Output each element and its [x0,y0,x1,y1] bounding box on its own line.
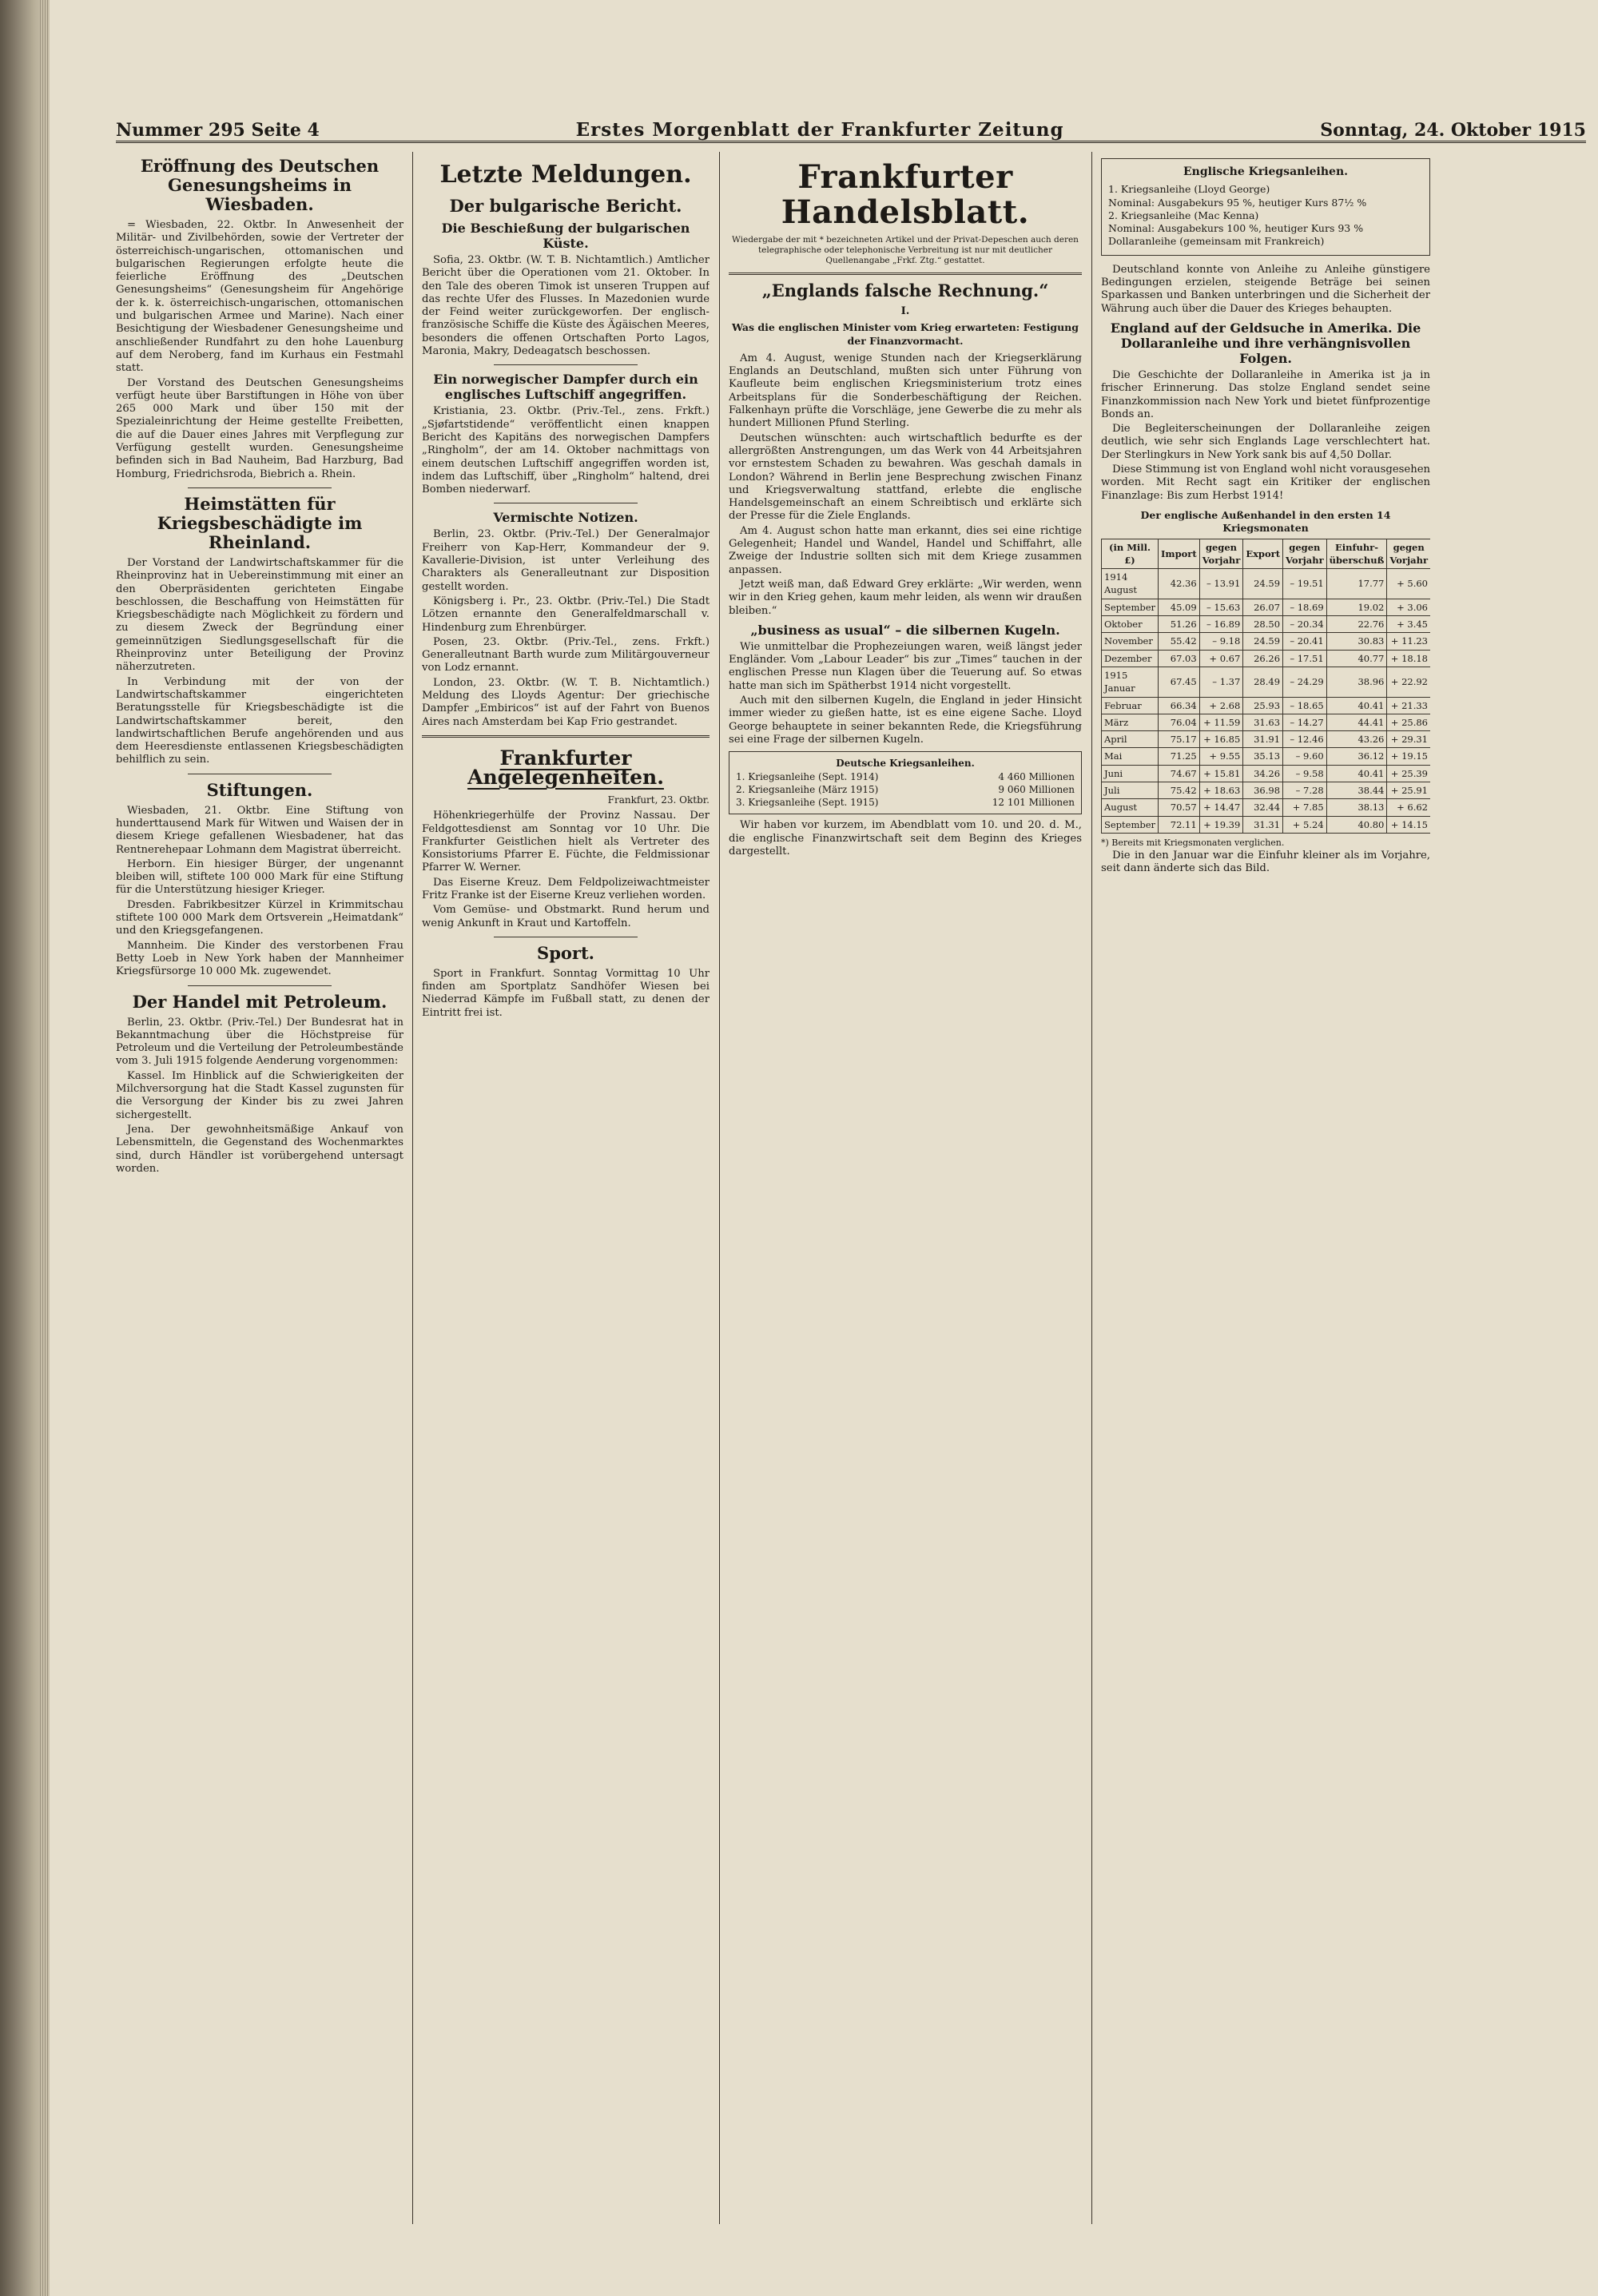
table-cell: + 3.45 [1387,616,1430,633]
table-cell: 38.13 [1326,799,1387,816]
table-cell: + 6.62 [1387,799,1430,816]
part-number: I. [900,305,910,317]
table-header-cell: gegen Vorjahr [1199,539,1243,569]
bond-box-title: Deutsche Kriegsanleihen. [836,758,975,770]
table-cell: Oktober [1102,616,1159,633]
dateline: Frankfurt, 23. Oktbr. [607,794,710,806]
table-cell: 74.67 [1159,765,1200,782]
table-row [1102,667,1431,697]
table-row [1102,714,1431,730]
table-cell: 75.42 [1159,782,1200,798]
table-cell: + 0.67 [1199,650,1243,667]
table-header-cell: Import [1159,539,1200,569]
table-cell: März [1102,714,1159,730]
table-cell: 71.25 [1159,748,1200,765]
table-cell: 35.13 [1243,748,1283,765]
box-line: Dollaranleihe (gemeinsam mit Frankreich) [1108,235,1325,248]
article-paragraph: Mannheim. Die Kinder des verstorbenen Frau Betty Loeb in New York haben der Mannheimer Kriegsfürsorge 10 000 Mk. zugewendet. [116,939,403,978]
table-cell: 67.03 [1159,650,1200,667]
table-footnote: *) Bereits mit Kriegsmonaten verglichen. [1101,837,1285,848]
table-cell: – 9.58 [1283,765,1327,782]
column-rule [719,152,720,2224]
table-row [1102,748,1431,765]
section-masthead: Frankfurter Handelsblatt. [781,158,1030,231]
table-cell: 36.98 [1243,782,1283,798]
article-headline: Der Handel mit Petroleum. [132,991,388,1012]
article-paragraph: Kassel. Im Hinblick auf die Schwierigkeiten der Milchversorgung hat die Stadt Kassel zugunsten für die Versorgung der Kinder bis zu zwei Jahren sichergestellt. [116,1069,403,1121]
table-row [1102,616,1431,633]
bond-row: 3. Kriegsanleihe (Sept. 1915) 12 101 Millionen [736,797,1075,809]
table-cell: + 25.39 [1387,765,1430,782]
article-paragraph: Das Eiserne Kreuz. Dem Feldpolizeiwachtmeister Fritz Franke ist der Eiserne Kreuz verliehen worden. [422,876,710,901]
table-cell: September [1102,599,1159,615]
newspaper-title: Erstes Morgenblatt der Frankfurter Zeitung [575,119,1064,141]
table-cell: – 16.89 [1199,616,1243,633]
table-cell: – 18.65 [1283,697,1327,714]
bond-row: 2. Kriegsanleihe (März 1915) 9 060 Millionen [736,783,1075,795]
table-cell: 26.26 [1243,650,1283,667]
table-cell: + 14.47 [1199,799,1243,816]
table-cell: + 9.55 [1199,748,1243,765]
table-cell: + 18.18 [1387,650,1430,667]
table-cell: – 17.51 [1283,650,1327,667]
table-cell: 1915 Januar [1102,667,1159,697]
table-cell: – 14.27 [1283,714,1327,730]
table-cell: 76.04 [1159,714,1200,730]
article-paragraph: Deutschen wünschten: auch wirtschaftlich bedurfte es der allergrößten Anstrengungen, um das Werk von 44 Arbeitsjahren vor ernstestem Schaden zu bewahren. Was geschah damals in London? Während in Berlin jene Besprechung zwischen Finanz und Kriegsverwaltung stattfand, erlebte die englische Handelsgemeinschaft an einem Schreibtisch und erklärte sich der Presse für die Ziele Englands. [729,432,1082,523]
table-cell: 31.31 [1243,816,1283,833]
article-paragraph: Höhenkriegerhülfe der Provinz Nassau. Der Feldgottesdienst am Sonntag vor 10 Uhr. Die Frankfurter Geistlichen hielt als Vertreter des Konsistoriums Pfarrer E. Füchte, die Feldmissionar Pfarrer W. Werner. [422,810,710,874]
table-row [1102,816,1431,833]
table-row [1102,782,1431,798]
table-cell: + 5.60 [1387,569,1430,599]
article-subheadline: Ein norwegischer Dampfer durch ein englisches Luftschiff angegriffen. [433,372,698,403]
table-cell: 51.26 [1159,616,1200,633]
article-paragraph: Posen, 23. Oktbr. (Priv.-Tel., zens. Frkft.) Generalleutnant Barth wurde zum Militärgouverneur von Lodz ernannt. [422,635,710,674]
table-cell: 31.91 [1243,731,1283,748]
article-paragraph: Jetzt weiß man, daß Edward Grey erklärte: „Wir werden, wenn wir in den Krieg gehen, kaum mehr leiden, als wenn wir draußen bleiben.“ [729,578,1082,617]
table-cell: 28.49 [1243,667,1283,697]
article-paragraph: London, 23. Oktbr. (W. T. B. Nichtamtlich.) Meldung des Lloyds Agentur: Der griechische Dampfer „Embiricos“ ist auf der Fahrt von Buenos Aires nach Amsterdam bei Kap Frio gestrandet. [422,676,710,728]
table-cell: 30.83 [1326,633,1387,650]
table-cell: 67.45 [1159,667,1200,697]
article-paragraph: Am 4. August, wenige Stunden nach der Kriegserklärung Englands an Deutschland, mußten sich unter Führung von Kaufleute beim englischen Kriegsministerium trotz eines Arbeitsplans für die Sonderbeschäftigung der Reichen. Falkenhayn prüfte die Vorschläge, jene Gewerbe die zu mehr als hundert Millionen Pfund Sterling. [729,352,1082,430]
column-3 [729,152,1082,2232]
table-cell: 72.11 [1159,816,1200,833]
bond-info-box [1101,158,1430,256]
article-paragraph: Kristiania, 23. Oktbr. (Priv.-Tel., zens. Frkft.) „Sjøfartstidende“ veröffentlicht einen knappen Bericht des Kapitäns des norwegischen Dampfers „Ringholm“, der am 14. Oktober nachmittags von einem deutschen Luftschiff angegriffen worden ist, indem das Luftschiff, über „Ringholm“ haltend, drei Bomben niederwarf. [422,405,710,496]
divider [494,364,638,365]
table-cell: 42.36 [1159,569,1200,599]
column-rule [412,152,413,2224]
article-paragraph: Auch mit den silbernen Kugeln, die England in jeder Hinsicht immer wieder zu gießen hatte, ist es eine eigene Sache. Lloyd George behauptete in seiner bekannten Rede, die Kriegsführung sei eine Frage der silbernen Kugeln. [729,694,1082,746]
table-cell: 55.42 [1159,633,1200,650]
reprint-note: Wiedergabe der mit * bezeichneten Artikel und der Privat-Depeschen auch deren telegraphische oder telephonische Verbreitung ist nur mit deutlicher Quellenangabe „Frkf. Ztg.“ gestattet. [732,235,1079,265]
article-paragraph: Herborn. Ein hiesiger Bürger, der ungenannt bleiben will, stiftete 100 000 Mark für eine Stiftung für die Unterstützung hiesiger Krieger. [116,858,403,897]
table-cell: 31.63 [1243,714,1283,730]
article-paragraph: In Verbindung mit der von der Landwirtschaftskammer eingerichteten Beratungsstelle für Kriegsbeschädigte ist die Landwirtschaftskammer bereit, den landwirtschaftlichen Berufe angehörenden und aus dem Heeresdienste entlassenen Kriegsbeschädigten behilflich zu sein. [116,675,403,766]
article-subheadline: Was die englischen Minister vom Krieg erwarteten: Festigung der Finanzvormacht. [731,321,1079,347]
table-header-cell: gegen Vorjahr [1387,539,1430,569]
table-cell: – 15.63 [1199,599,1243,615]
table-cell: – 12.46 [1283,731,1327,748]
table-header-cell: gegen Vorjahr [1283,539,1327,569]
article-paragraph: Die Geschichte der Dollaranleihe in Amerika ist ja in frischer Erinnerung. Das stolze England sendet seine Finanzkommission nach New York und bietet fünfprozentige Bonds an. [1101,368,1430,420]
table-cell: + 25.86 [1387,714,1430,730]
article-paragraph: Die Begleiterscheinungen der Dollaranleihe zeigen deutlich, wie sehr sich Englands Lage verschlechtert hat. Der Sterlingkurs in New York sank bis auf 4,50 Dollar. [1101,423,1430,461]
table-cell: – 13.91 [1199,569,1243,599]
table-cell: + 29.31 [1387,731,1430,748]
table-cell: 44.41 [1326,714,1387,730]
table-header-cell: (in Mill. £) [1102,539,1159,569]
war-bonds-box [729,751,1082,814]
table-row [1102,731,1431,748]
table-cell: + 25.91 [1387,782,1430,798]
issue-date: Sonntag, 24. Oktober 1915 [1320,120,1586,141]
table-cell: – 20.41 [1283,633,1327,650]
table-cell: 28.50 [1243,616,1283,633]
table-row [1102,799,1431,816]
column-1 [116,152,403,2232]
table-cell: – 7.28 [1283,782,1327,798]
bond-row: 1. Kriegsanleihe (Sept. 1914) 4 460 Millionen [736,770,1075,782]
table-cell: 32.44 [1243,799,1283,816]
table-row [1102,765,1431,782]
box-line: Nominal: Ausgabekurs 100 %, heutiger Kurs 93 % [1108,222,1364,235]
section-headline: Letzte Meldungen. [439,161,692,189]
table-cell: + 21.33 [1387,697,1430,714]
column-4 [1101,152,1430,2232]
article-paragraph: Dresden. Fabrikbesitzer Kürzel in Krimmitschau stiftete 100 000 Mark dem Ortsverein „Heimatdank“ und den Kriegsgefangenen. [116,898,403,937]
issue-number: Nummer 295 Seite 4 [116,120,320,141]
divider [188,985,332,986]
article-paragraph: Der Vorstand des Deutschen Genesungsheims verfügt heute über Barstiftungen in Höhe von über 265 000 Mark und über 150 mit der Spezialeinrichtung der Heime gestellte Freibetten, die auf die Dauer eines Jahres mit Verpflegung zur Verfügung gestellt wurden. Genesungsheime befinden sich in Bad Nauheim, Bad Harzburg, Bad Homburg, Friedrichsroda, Biebrich a. Rhein. [116,376,403,480]
table-cell: 38.44 [1326,782,1387,798]
table-cell: 45.09 [1159,599,1200,615]
table-cell: – 1.37 [1199,667,1243,697]
section-headline: Frankfurter Angelegenheiten. [467,746,664,789]
table-cell: 40.80 [1326,816,1387,833]
table-row [1102,569,1431,599]
table-cell: + 18.63 [1199,782,1243,798]
article-headline: „Englands falsche Rechnung.“ [761,281,1049,300]
article-headline: Stiftungen. [206,779,313,800]
table-cell: 43.26 [1326,731,1387,748]
article-headline: Der bulgarische Bericht. [449,196,682,216]
table-cell: 40.41 [1326,697,1387,714]
article-subheadline: „business as usual“ – die silbernen Kugeln. [750,622,1060,638]
table-cell: 1914 August [1102,569,1159,599]
table-header-cell: Export [1243,539,1283,569]
table-header-cell: Einfuhr-überschuß [1326,539,1387,569]
article-paragraph: = Wiesbaden, 22. Oktbr. In Anwesenheit der Militär- und Zivilbehörden, sowie der Vertreter der österreichisch-ungarischen, ottomanischen und bulgarischen Regierungen erfolgte heute die feierliche Eröffnung des „Deutschen Genesungsheims“ (Genesungsheim für Angehörige der k. k. österreichisch-ungarischen, ottomanischen und bulgarischen Armee und Marine). Nach einer Besichtigung der Wiesbadener Genesungsheime und anschließender Rundfahrt zu den hohe Lauenburg auf dem Neroberg, fand im Kurhaus ein Festmahl statt. [116,219,403,375]
table-cell: April [1102,731,1159,748]
table-cell: 24.59 [1243,633,1283,650]
table-cell: + 5.24 [1283,816,1327,833]
table-cell: + 19.15 [1387,748,1430,765]
box-title: Englische Kriegsanleihen. [1183,165,1348,178]
table-cell: + 22.92 [1387,667,1430,697]
table-cell: 24.59 [1243,569,1283,599]
article-paragraph: Vom Gemüse- und Obstmarkt. Rund herum und wenig Ankunft in Kraut und Kartoffeln. [422,904,710,929]
table-cell: 40.77 [1326,650,1387,667]
article-paragraph: Königsberg i. Pr., 23. Oktbr. (Priv.-Tel.) Die Stadt Lötzen ernannte den Generalfeldmarschall v. Hindenburg zum Ehrenbürger. [422,595,710,634]
table-cell: + 2.68 [1199,697,1243,714]
table-cell: November [1102,633,1159,650]
table-cell: 36.12 [1326,748,1387,765]
table-cell: – 9.60 [1283,748,1327,765]
article-paragraph: Am 4. August schon hatte man erkannt, dies sei eine richtige Gelegenheit; Handel und Wandel, Handel und Schiffahrt, alle Zweige der Industrie sollten sich mit dem Kriege zusammen anpassen. [729,524,1082,576]
article-paragraph: Wir haben vor kurzem, im Abendblatt vom 10. und 20. d. M., die englische Finanzwirtschaft seit dem Beginn des Krieges dargestellt. [729,819,1082,858]
column-rule [1091,152,1092,2224]
table-cell: Februar [1102,697,1159,714]
table-cell: September [1102,816,1159,833]
table-cell: 75.17 [1159,731,1200,748]
table-cell: – 18.69 [1283,599,1327,615]
trade-table [1101,539,1430,834]
article-paragraph: Der Vorstand der Landwirtschaftskammer für die Rheinprovinz hat in Uebereinstimmung mit einer an den Oberpräsidenten gerichteten Eingabe beschlossen, die Beschaffung von Heimstätten für Kriegsbeschädigte nach Möglichkeit zu fördern und zu diesem Zweck der Begründung einer gemeinnützigen Siedlungsgesellschaft für die Rheinprovinz unter Beteiligung der Provinz näherzutreten. [116,556,403,674]
divider [188,487,332,488]
article-headline: Sport. [537,942,594,963]
article-paragraph: Berlin, 23. Oktbr. (Priv.-Tel.) Der Generalmajor Freiherr von Kap-Herr, Kommandeur der 9. Kavallerie-Division, ist unter Verleihung des Charakters als Generalleutnant zur Disposition gestellt worden. [422,528,710,593]
table-row [1102,650,1431,667]
table-title: Der englische Außenhandel in den ersten 14 Kriegsmonaten [1140,508,1391,535]
article-paragraph: Wie unmittelbar die Prophezeiungen waren, weiß längst jeder Engländer. Vom „Labour Leader“ bis zur „Times“ tauchen in der englischen Presse nun Klagen über die Teuerung auf. So etwas hatte man sich im Spätherbst 1914 nicht vorgestellt. [729,640,1082,692]
box-line: Nominal: Ausgabekurs 95 %, heutiger Kurs 87½ % [1108,196,1367,209]
double-divider [729,273,1082,275]
table-header-row [1102,539,1431,569]
article-paragraph: Sofia, 23. Oktbr. (W. T. B. Nichtamtlich.) Amtlicher Bericht über die Operationen vom 21. Oktober. In den Tale des oberen Timok ist unseren Truppen auf das rechte Ufer des Flusses. In Mazedonien wurde der Feind weiter zurückgeworfen. Der englisch-französische Schiffe die Küste des Ägäischen Meeres, besonders die offenen Ortschaften Porto Lagos, Maronia, Makry, Dedeagatsch beschossen. [422,254,710,358]
table-cell: + 11.59 [1199,714,1243,730]
table-cell: + 3.06 [1387,599,1430,615]
table-cell: + 14.15 [1387,816,1430,833]
article-subheadline: Vermischte Notizen. [493,510,638,526]
table-cell: 22.76 [1326,616,1387,633]
table-row [1102,633,1431,650]
table-cell: August [1102,799,1159,816]
table-cell: – 19.51 [1283,569,1327,599]
table-cell: 17.77 [1326,569,1387,599]
table-cell: Dezember [1102,650,1159,667]
article-paragraph: Jena. Der gewohnheitsmäßige Ankauf von Lebensmitteln, die Gegenstand des Wochenmarktes sind, durch Händler ist vorübergehend untersagt worden. [116,1123,403,1175]
table-cell: 19.02 [1326,599,1387,615]
table-cell: Juli [1102,782,1159,798]
table-cell: – 9.18 [1199,633,1243,650]
article-headline: Heimstätten für Kriegsbeschädigte im Rheinland. [157,493,363,552]
article-paragraph: Wiesbaden, 21. Oktbr. Eine Stiftung von hunderttausend Mark für Witwen und Waisen der in diesem Kriege gefallenen Wiesbadener, hat das Rentnerehepaar Lohmann dem Magistrat überreicht. [116,804,403,856]
article-paragraph: Die in den Januar war die Einfuhr kleiner als im Vorjahre, seit dann änderte sich das Bild. [1101,850,1430,875]
column-2 [422,152,710,2232]
table-cell: 34.26 [1243,765,1283,782]
double-divider [422,735,710,738]
table-cell: 66.34 [1159,697,1200,714]
article-subheadline: England auf der Geldsuche in Amerika. Die Dollaranleihe und ihre verhängnisvollen Folgen. [1110,320,1421,366]
box-line: 1. Kriegsanleihe (Lloyd George) [1108,183,1270,196]
box-line: 2. Kriegsanleihe (Mac Kenna) [1108,209,1259,221]
article-subheadline: Die Beschießung der bulgarischen Küste. [441,221,690,251]
table-cell: 40.41 [1326,765,1387,782]
table-cell: + 16.85 [1199,731,1243,748]
table-cell: Mai [1102,748,1159,765]
article-paragraph: Diese Stimmung ist von England wohl nicht vorausgesehen worden. Mit Recht sagt ein Kritiker der englischen Finanzlage: Bis zum Herbst 1914! [1101,464,1430,502]
table-cell: – 20.34 [1283,616,1327,633]
table-cell: + 7.85 [1283,799,1327,816]
table-cell: 38.96 [1326,667,1387,697]
article-paragraph: Deutschland konnte von Anleihe zu Anleihe günstigere Bedingungen erzielen, steigende Beträge bei seinen Sparkassen und Banken unterbringen und die Sicherheit der Währung auch über die Dauer des Krieges behaupten. [1101,263,1430,315]
table-cell: 70.57 [1159,799,1200,816]
table-cell: + 11.23 [1387,633,1430,650]
table-cell: Juni [1102,765,1159,782]
article-paragraph: Berlin, 23. Oktbr. (Priv.-Tel.) Der Bundesrat hat in Bekanntmachung über die Höchstpreise für Petroleum und die Verteilung der Petroleumbestände vom 3. Juli 1915 folgende Aenderung vorgenommen: [116,1016,403,1068]
table-cell: 25.93 [1243,697,1283,714]
table-cell: 26.07 [1243,599,1283,615]
page-header [116,105,1586,143]
article-paragraph: Sport in Frankfurt. Sonntag Vormittag 10 Uhr finden am Sportplatz Sandhöfer Wiesen bei Niederrad Kämpfe im Fußball statt, zu denen der Eintritt frei ist. [422,967,710,1019]
article-headline: Eröffnung des Deutschen Genesungsheims in Wiesbaden. [140,156,380,214]
table-cell: – 24.29 [1283,667,1327,697]
table-cell: + 19.39 [1199,816,1243,833]
page-stack-edge [40,0,50,2296]
table-cell: + 15.81 [1199,765,1243,782]
table-row [1102,599,1431,615]
table-row [1102,697,1431,714]
